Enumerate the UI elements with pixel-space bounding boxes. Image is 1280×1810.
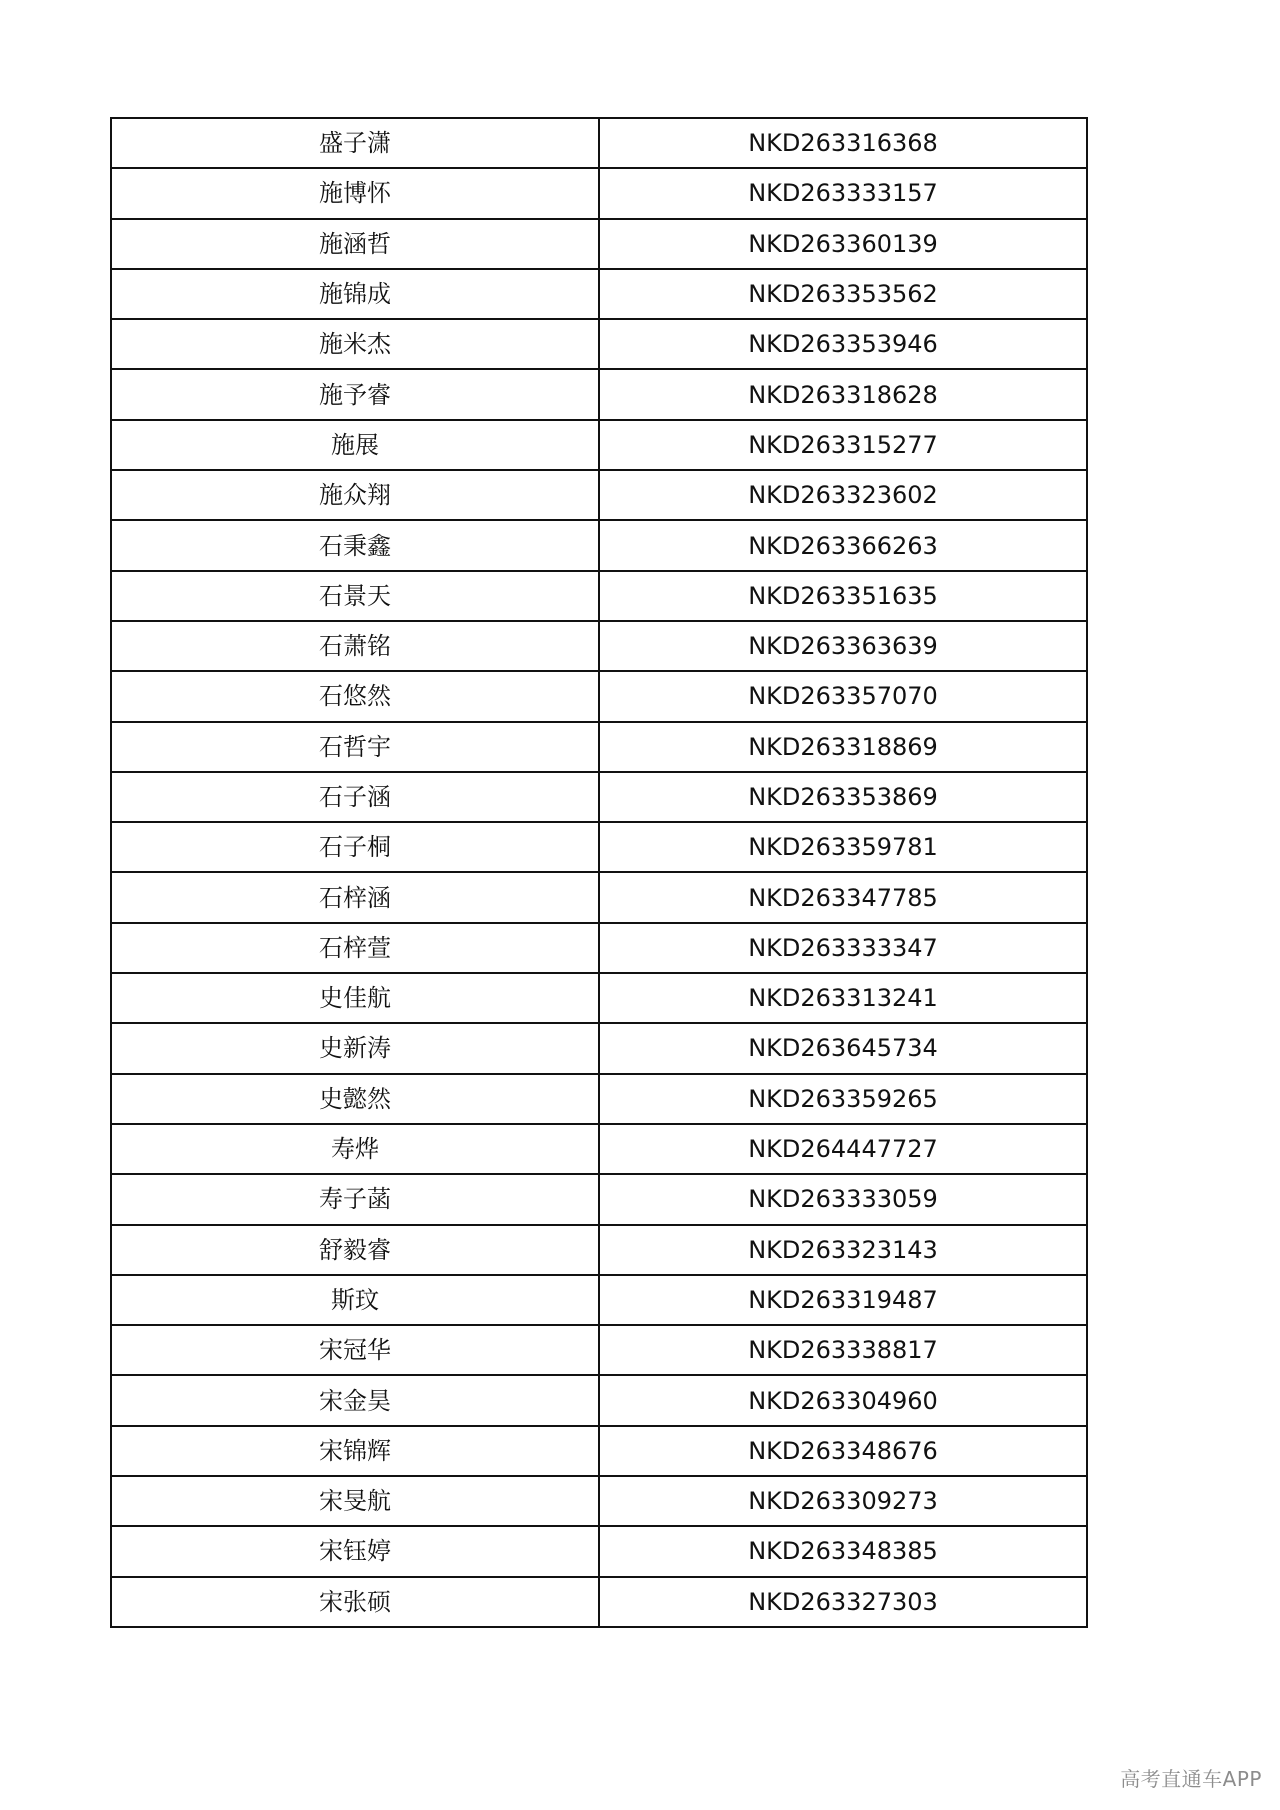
id-cell: NKD263316368 xyxy=(599,118,1087,168)
name-cell: 石哲宇 xyxy=(111,722,599,772)
name-cell: 石子桐 xyxy=(111,822,599,872)
id-cell: NKD263318628 xyxy=(599,369,1087,419)
id-cell: NKD263304960 xyxy=(599,1375,1087,1425)
name-cell: 史懿然 xyxy=(111,1074,599,1124)
id-cell: NKD263357070 xyxy=(599,671,1087,721)
table-row xyxy=(111,1023,1087,1073)
table-row xyxy=(111,872,1087,922)
name-cell: 舒毅睿 xyxy=(111,1225,599,1275)
table-row xyxy=(111,269,1087,319)
table-row xyxy=(111,722,1087,772)
name-cell: 斯玟 xyxy=(111,1275,599,1325)
id-cell: NKD263333059 xyxy=(599,1174,1087,1224)
table-row xyxy=(111,118,1087,168)
table-row xyxy=(111,671,1087,721)
table-row xyxy=(111,772,1087,822)
table-row xyxy=(111,470,1087,520)
name-cell: 宋冠华 xyxy=(111,1325,599,1375)
id-cell: NKD263359781 xyxy=(599,822,1087,872)
id-cell: NKD263351635 xyxy=(599,571,1087,621)
table-row xyxy=(111,1124,1087,1174)
name-cell: 宋金昊 xyxy=(111,1375,599,1425)
id-cell: NKD263323143 xyxy=(599,1225,1087,1275)
id-cell: NKD263359265 xyxy=(599,1074,1087,1124)
name-cell: 宋张硕 xyxy=(111,1577,599,1627)
table-row xyxy=(111,1375,1087,1425)
table-row xyxy=(111,520,1087,570)
name-cell: 石梓萱 xyxy=(111,923,599,973)
id-cell: NKD263338817 xyxy=(599,1325,1087,1375)
name-cell: 石景天 xyxy=(111,571,599,621)
id-cell: NKD263315277 xyxy=(599,420,1087,470)
table-row xyxy=(111,1074,1087,1124)
table-row xyxy=(111,319,1087,369)
name-cell: 寿烨 xyxy=(111,1124,599,1174)
name-cell: 石子涵 xyxy=(111,772,599,822)
id-cell: NKD263333157 xyxy=(599,168,1087,218)
id-cell: NKD263323602 xyxy=(599,470,1087,520)
id-cell: NKD263353562 xyxy=(599,269,1087,319)
table-row xyxy=(111,1325,1087,1375)
name-cell: 石梓涵 xyxy=(111,872,599,922)
name-cell: 石悠然 xyxy=(111,671,599,721)
table-row xyxy=(111,822,1087,872)
table-row xyxy=(111,1577,1087,1627)
table-row xyxy=(111,369,1087,419)
id-cell: NKD263319487 xyxy=(599,1275,1087,1325)
id-cell: NKD263348676 xyxy=(599,1426,1087,1476)
name-cell: 盛子潇 xyxy=(111,118,599,168)
id-cell: NKD263353869 xyxy=(599,772,1087,822)
table-row xyxy=(111,1476,1087,1526)
name-cell: 施涵哲 xyxy=(111,219,599,269)
id-cell: NKD264447727 xyxy=(599,1124,1087,1174)
table-row xyxy=(111,923,1087,973)
name-cell: 宋旻航 xyxy=(111,1476,599,1526)
table-row xyxy=(111,1174,1087,1224)
id-cell: NKD263363639 xyxy=(599,621,1087,671)
name-cell: 施米杰 xyxy=(111,319,599,369)
roster-table xyxy=(110,117,1088,1628)
id-cell: NKD263645734 xyxy=(599,1023,1087,1073)
id-cell: NKD263366263 xyxy=(599,520,1087,570)
id-cell: NKD263309273 xyxy=(599,1476,1087,1526)
name-cell: 石萧铭 xyxy=(111,621,599,671)
id-cell: NKD263327303 xyxy=(599,1577,1087,1627)
name-cell: 施博怀 xyxy=(111,168,599,218)
id-cell: NKD263333347 xyxy=(599,923,1087,973)
table-row xyxy=(111,1526,1087,1576)
watermark-text: 高考直通车APP xyxy=(1120,1767,1262,1791)
id-cell: NKD263348385 xyxy=(599,1526,1087,1576)
roster-table-body xyxy=(111,118,1087,1627)
name-cell: 施众翔 xyxy=(111,470,599,520)
name-cell: 宋锦辉 xyxy=(111,1426,599,1476)
table-row xyxy=(111,1426,1087,1476)
name-cell: 史新涛 xyxy=(111,1023,599,1073)
table-row xyxy=(111,219,1087,269)
name-cell: 石秉鑫 xyxy=(111,520,599,570)
name-cell: 施予睿 xyxy=(111,369,599,419)
id-cell: NKD263318869 xyxy=(599,722,1087,772)
name-cell: 史佳航 xyxy=(111,973,599,1023)
name-cell: 宋钰婷 xyxy=(111,1526,599,1576)
table-row xyxy=(111,973,1087,1023)
table-row xyxy=(111,168,1087,218)
table-row xyxy=(111,621,1087,671)
table-row xyxy=(111,571,1087,621)
name-cell: 施展 xyxy=(111,420,599,470)
id-cell: NKD263360139 xyxy=(599,219,1087,269)
table-row xyxy=(111,1275,1087,1325)
table-row xyxy=(111,420,1087,470)
name-cell: 寿子菡 xyxy=(111,1174,599,1224)
name-cell: 施锦成 xyxy=(111,269,599,319)
table-row xyxy=(111,1225,1087,1275)
id-cell: NKD263347785 xyxy=(599,872,1087,922)
id-cell: NKD263313241 xyxy=(599,973,1087,1023)
id-cell: NKD263353946 xyxy=(599,319,1087,369)
